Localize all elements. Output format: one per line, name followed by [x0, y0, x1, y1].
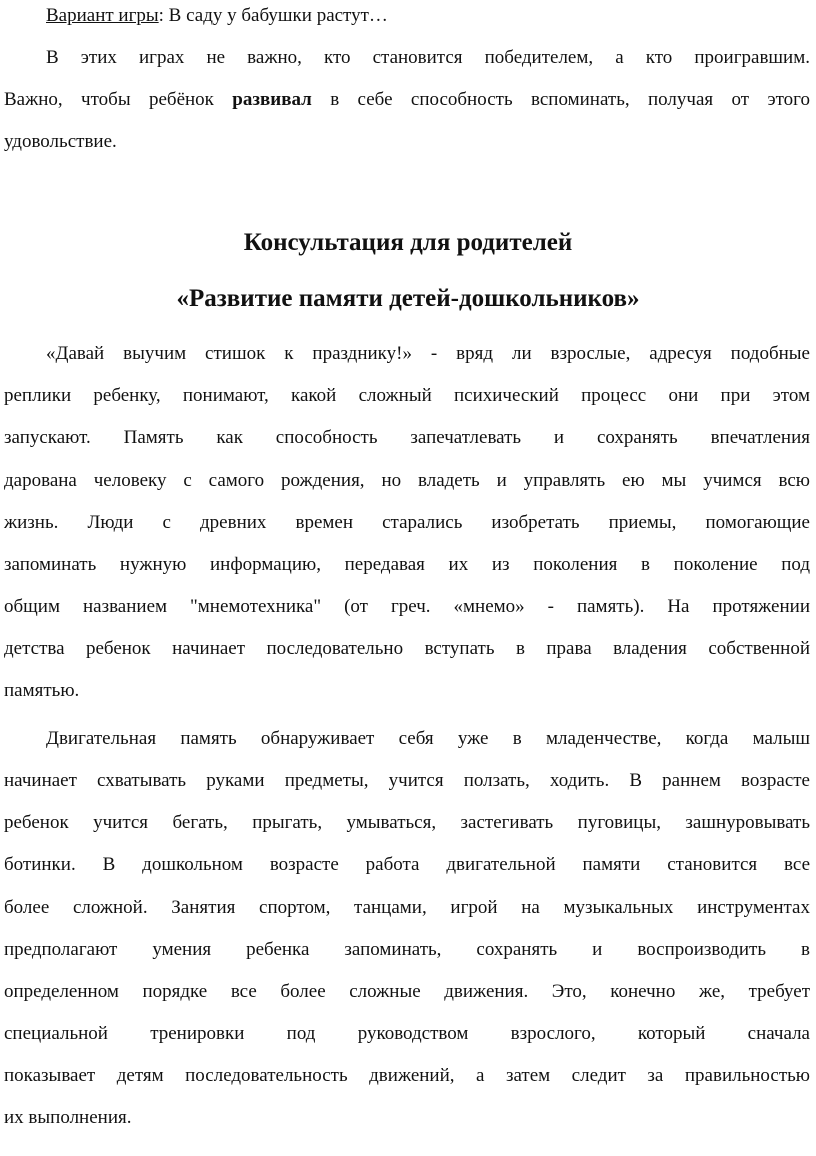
paragraph-2-line: детства ребенок начинает последовательно вступать в права владения собственной	[4, 638, 810, 659]
paragraph-2-line: дарована человеку с самого рождения, но владеть и управлять ею мы учимся всю	[4, 470, 810, 491]
paragraph-3-line: начинает схватывать руками предметы, учится ползать, ходить. В раннем возрасте	[4, 770, 810, 791]
paragraph-2-line: «Давай выучим стишок к празднику!» - вряд ли взрослые, адресуя подобные	[46, 343, 810, 364]
game-variant-label: Вариант игры	[46, 5, 159, 26]
paragraph-1-line-2	[4, 88, 810, 112]
page-title: Консультация для родителей	[243, 229, 573, 256]
paragraph-3-line: более сложной. Занятия спортом, танцами, игрой на музыкальных инструментах	[4, 897, 810, 918]
paragraph-3-line: предполагают умения ребенка запоминать, сохранять и воспроизводить в	[4, 939, 810, 960]
paragraph-3-line: показывает детям последовательность движений, а затем следит за правильностью	[4, 1065, 810, 1086]
paragraph-2-line: памятью.	[4, 680, 80, 701]
paragraph-2-line: реплики ребенку, понимают, какой сложный психический процесс они при этом	[4, 385, 810, 406]
paragraph-1-line-3: удовольствие.	[4, 131, 117, 152]
paragraph-2-line: жизнь. Люди с древних времен старались изобретать приемы, помогающие	[4, 512, 810, 533]
paragraph-3-line: определенном порядке все более сложные движения. Это, конечно же, требует	[4, 981, 810, 1002]
paragraph-3-line: ботинки. В дошкольном возрасте работа двигательной памяти становится все	[4, 854, 810, 875]
paragraph-3-line: их выполнения.	[4, 1107, 132, 1128]
paragraph-1-bold-word: развивал	[232, 89, 312, 110]
paragraph-2-line: запоминать нужную информацию, передавая их из поколения в поколение под	[4, 554, 810, 575]
paragraph-1-text-a: Важно, чтобы ребёнок	[4, 89, 233, 110]
paragraph-2-line: общим названием "мнемотехника" (от греч. «мнемо» - память). На протяжении	[4, 596, 810, 617]
page-subtitle: «Развитие памяти детей-дошкольников»	[176, 285, 640, 312]
paragraph-1-line-1: В этих играх не важно, кто становится победителем, а кто проигравшим.	[46, 47, 810, 68]
paragraph-3-line: специальной тренировки под руководством взрослого, который сначала	[4, 1023, 810, 1044]
game-variant-text: : В саду у бабушки растут…	[158, 5, 388, 26]
game-variant-line	[46, 4, 810, 28]
paragraph-2-line: запускают. Память как способность запечатлевать и сохранять впечатления	[4, 427, 810, 448]
paragraph-1-text-b: в себе способность вспоминать, получая от этого	[311, 89, 810, 110]
paragraph-3-line: ребенок учится бегать, прыгать, умываться, застегивать пуговицы, зашнуровывать	[4, 812, 810, 833]
paragraph-3-line: Двигательная память обнаруживает себя уже в младенчестве, когда малыш	[46, 728, 810, 749]
